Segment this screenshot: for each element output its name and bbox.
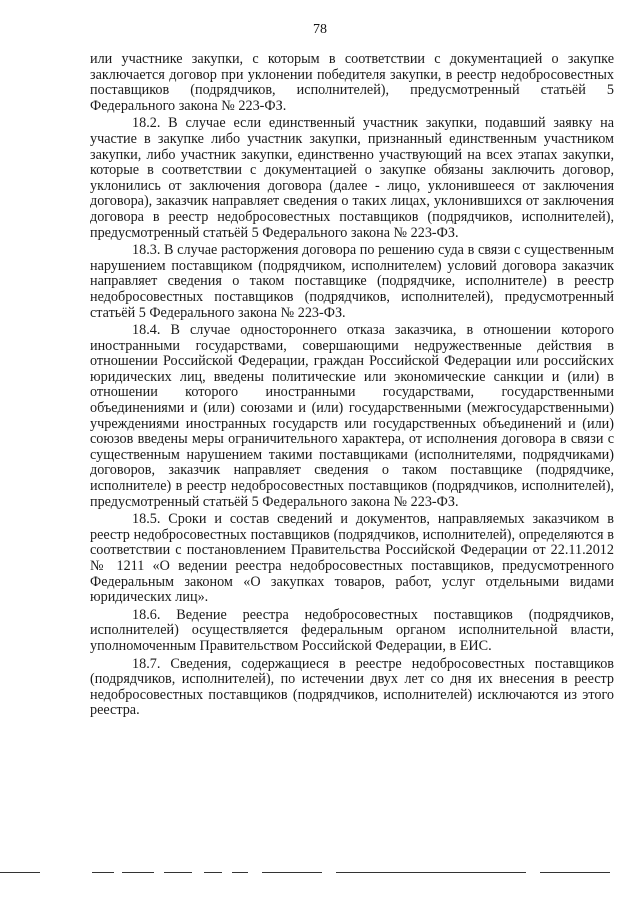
footer-rule-segment [336, 872, 526, 873]
paragraph-18-3: 18.3. В случае расторжения договора по решению суда в связи с существенным нарушением поставщиком (подрядчиком, исполнителем) условий договора заказчик направляет сведения о таком поставщике (подрядчике, исполнителе) в реестр недобросовестных поставщиков (подрядчиков, исполнителей), предусмотренный статьёй 5 Федерального закона № 223-ФЗ. [90, 242, 614, 321]
paragraph-18-2: 18.2. В случае если единственный участник закупки, подавший заявку на участие в закупке либо участник закупки, признанный единственным участником закупки, либо участник закупки, единственно участвующий на всех этапах закупки, которые в соответствии с документацией о закупке обязаны заключить договор, уклонились от заключения договора (далее - лицо, уклонившееся от заключения договора), заказчик направляет сведения о таких лицах, уклонившихся от заключения договора в реестр недобросовестных поставщиков (подрядчиков, исполнителей), предусмотренный статьёй 5 Федерального закона № 223-ФЗ. [90, 115, 614, 241]
footer-rule-segment [232, 872, 248, 873]
page-number: 78 [313, 22, 327, 37]
footer-rule-segment [0, 872, 40, 873]
paragraph-18-6: 18.6. Ведение реестра недобросовестных поставщиков (подрядчиков, исполнителей) осуществляется федеральным органом исполнительной власти, уполномоченным Правительством Российской Федерации, в ЕИС. [90, 606, 614, 654]
footer-rule-segment [262, 872, 322, 873]
footer-rule-segment [122, 872, 154, 873]
document-body [90, 52, 614, 721]
footer-rule-segment [164, 872, 192, 873]
footer-rule-segment [540, 872, 610, 873]
paragraph-18-7: 18.7. Сведения, содержащиеся в реестре недобросовестных поставщиков (подрядчиков, исполнителей), по истечении двух лет со дня их внесения в реестр недобросовестных поставщиков (подрядчиков, исполнителей) исключаются из этого реестра. [90, 655, 614, 719]
footer-rule-segment [204, 872, 222, 873]
paragraph-18-5: 18.5. Сроки и состав сведений и документов, направляемых заказчиком в реестр недобросовестных поставщиков (подрядчиков, исполнителей), определяются в соответствии с постановлением Правительства Российской Федерации от 22.11.2012 № 1211 «О ведении реестра недобросовестных поставщиков, предусмотренного Федеральным законом «О закупках товаров, работ, услуг отдельными видами юридических лиц». [90, 511, 614, 606]
paragraph-18-4: 18.4. В случае одностороннего отказа заказчика, в отношении которого иностранными государствами, совершающими недружественные действия в отношении Российской Федерации, граждан Российской Федерации или российских юридических лиц, введены политические или экономические санкции и (или) в отношении которого иностранными государствами, государственными объединениями и (или) союзами и (или) государственными (межгосударственными) учреждениями иностранных государств или государственных объединений и (или) союзов введены меры ограничительного характера, от исполнения договора в связи с существенным нарушением такими поставщиками (исполнителями, подрядчиками) договоров, заказчик направляет сведения о таком поставщике (подрядчике, исполнителе) в реестр недобросовестных поставщиков (подрядчиков, исполнителей), предусмотренный статьёй 5 Федерального закона № 223-ФЗ. [90, 322, 614, 510]
paragraph-18-1-continuation: или участнике закупки, с которым в соответствии с документацией о закупке заключается договор при уклонении победителя закупки, в реестр недобросовестных поставщиков (подрядчиков, исполнителей), предусмотренный статьёй 5 Федерального закона № 223-ФЗ. [90, 51, 614, 114]
footer-rule-segment [92, 872, 114, 873]
